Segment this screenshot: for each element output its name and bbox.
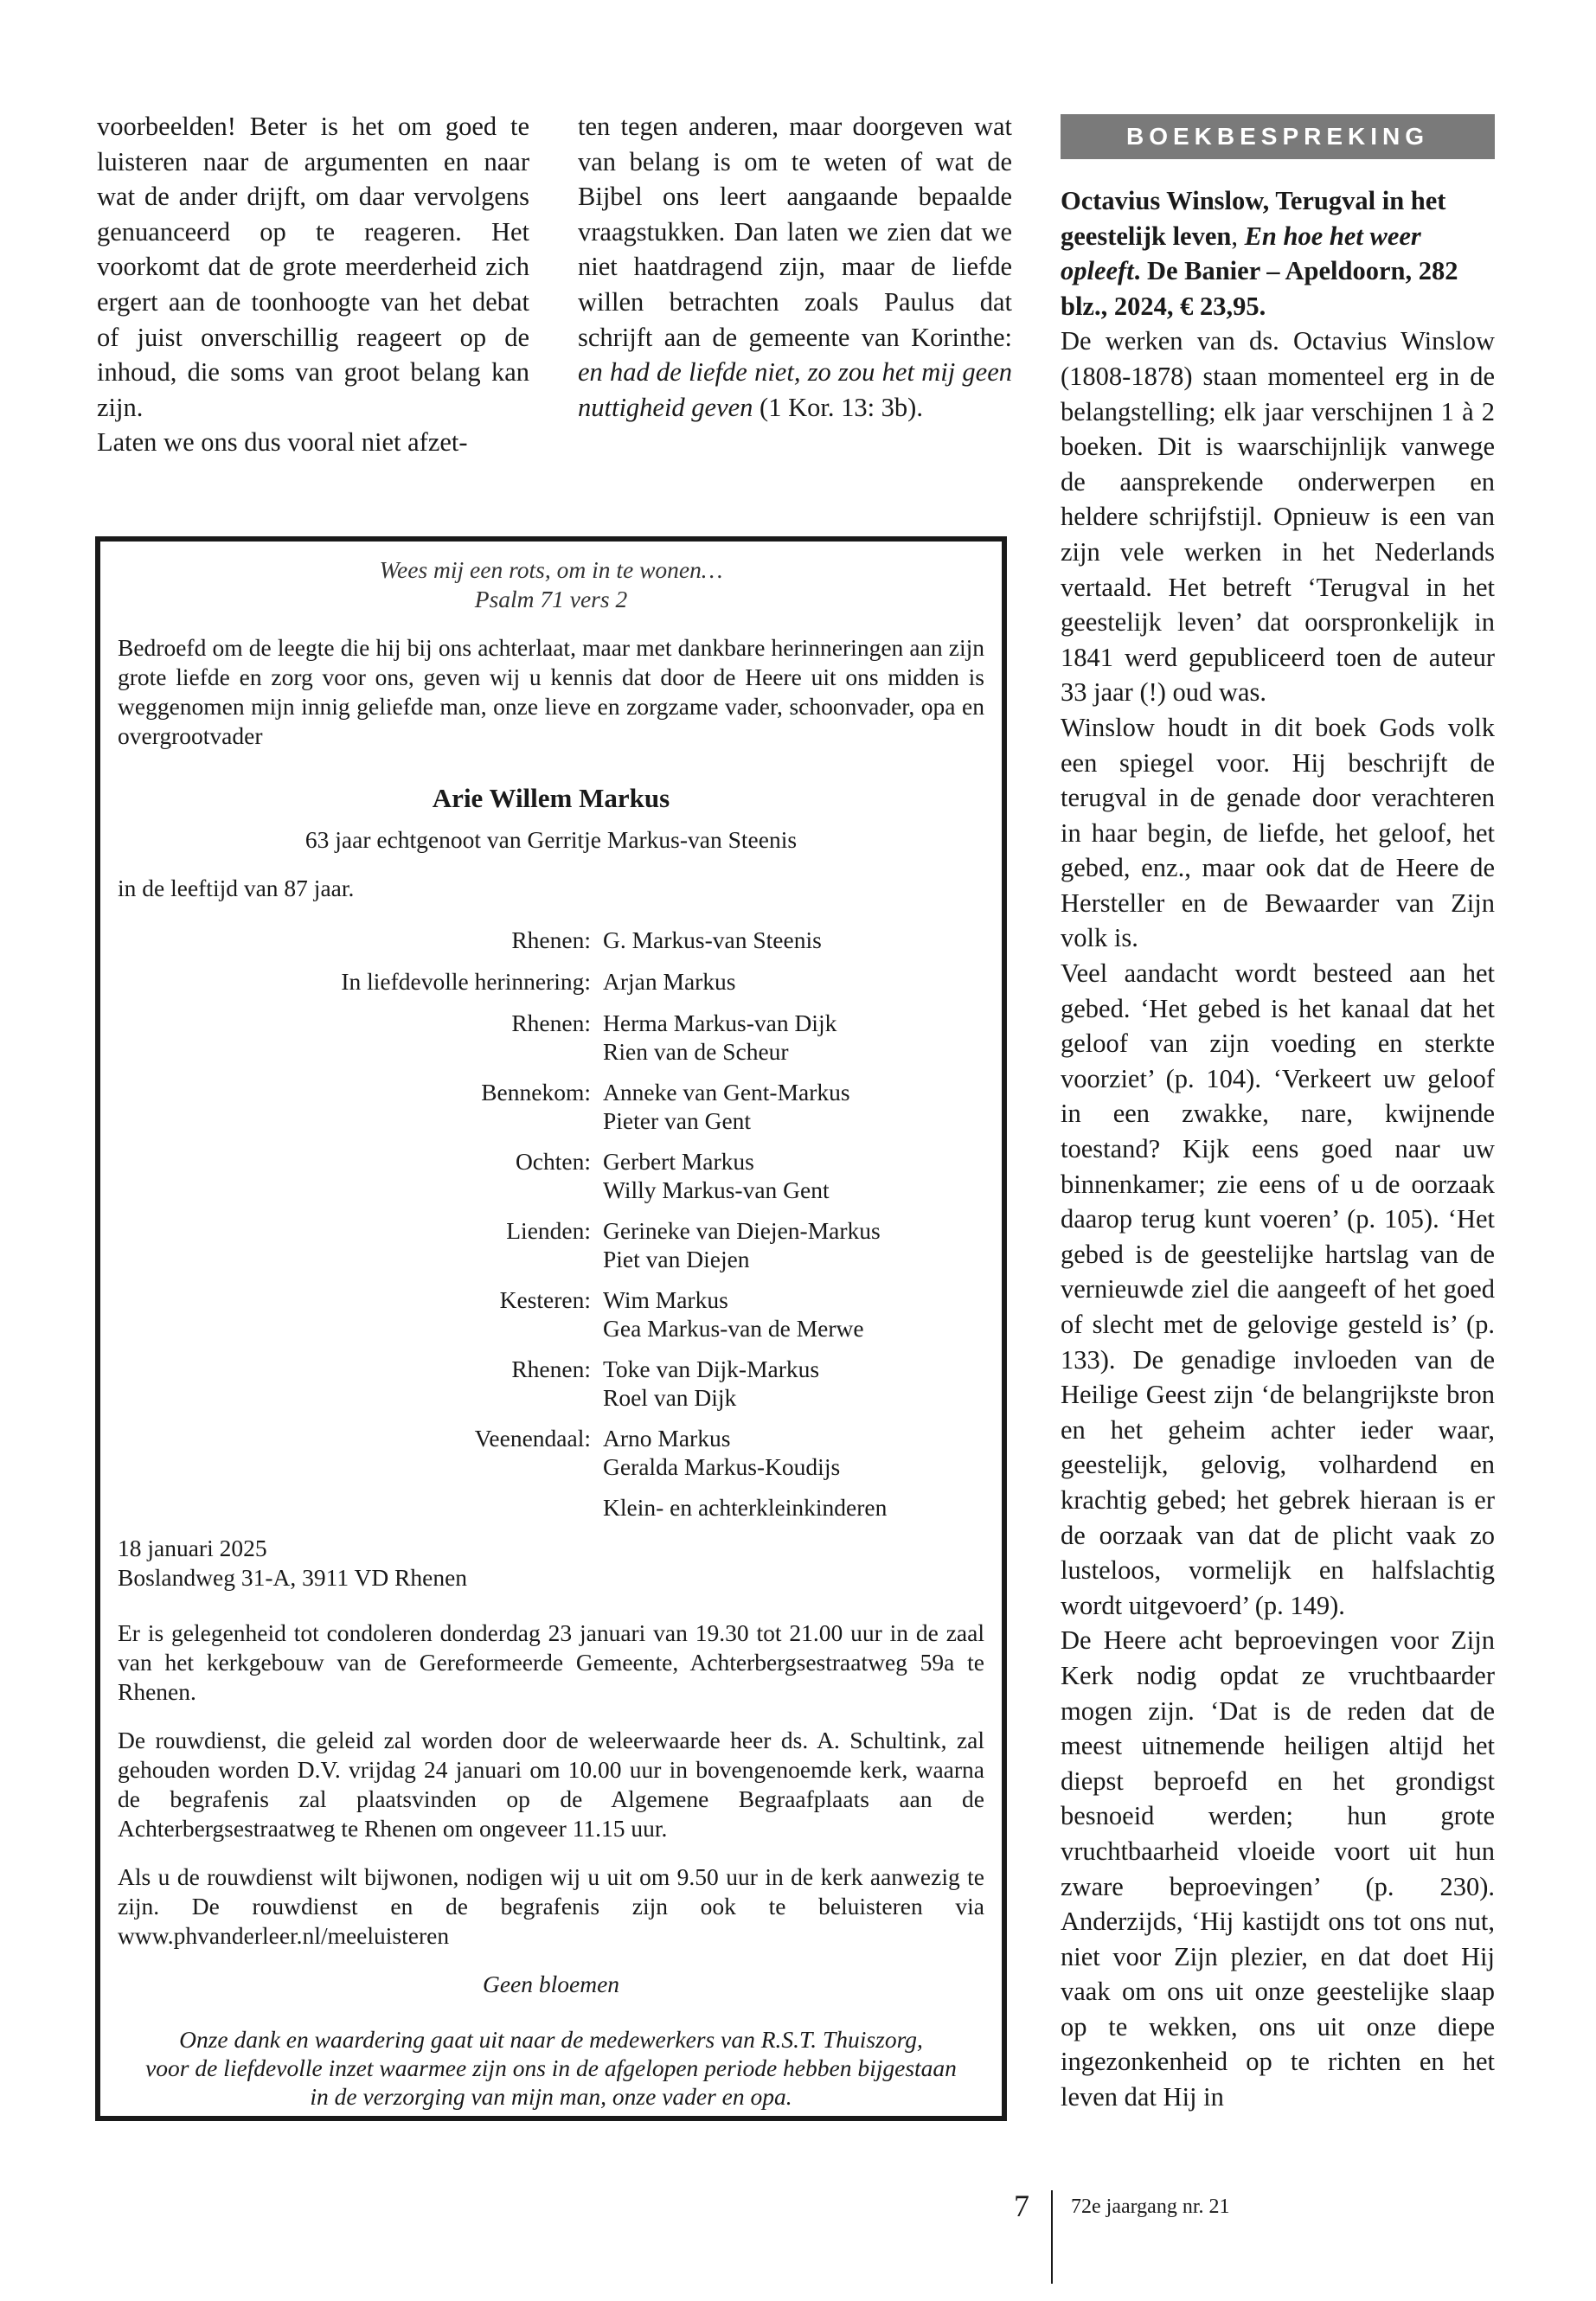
family-name: Gerbert Markus [603, 1148, 754, 1175]
book-title [1061, 183, 1495, 324]
family-name: Arno Markus [603, 1425, 731, 1452]
family-name: Klein- en achterkleinkinderen [603, 1494, 888, 1521]
family-row [118, 1216, 984, 1273]
no-flowers: Geen bloemen [482, 1971, 620, 1997]
page-number: 7 [1014, 2189, 1029, 2223]
book-title-subtitle: En hoe het weer opleeft [1061, 221, 1421, 286]
article-column-1 [97, 109, 529, 460]
footer-divider [1051, 2190, 1053, 2284]
family-place: Ochten: [515, 1148, 591, 1175]
family-row [118, 1147, 984, 1204]
article-paragraph [578, 109, 1012, 425]
age-line: in de leeftijd van 87 jaar. [118, 875, 355, 901]
death-notice [95, 536, 1007, 2121]
motto-text: Wees mij een rots, om in te wonen… [379, 556, 723, 583]
attend-info: Als u de rouwdienst wilt bijwonen, nodigen wij u uit om 9.50 uur in de kerk aanwezig te zijn. De rouwdienst en de begrafenis zijn ook te beluisteren via www.phvanderleer.nl/meeluisteren [118, 1863, 984, 1949]
family-name: Arjan Markus [603, 968, 736, 995]
family-name: Roel van Dijk [603, 1384, 737, 1411]
family-row [118, 1424, 984, 1481]
family-list [118, 926, 984, 1522]
family-row [118, 1285, 984, 1343]
family-place: Rhenen: [511, 1356, 591, 1382]
review-paragraph: De Heere acht beproevingen voor Zijn Kerk nodig opdat ze vruchtbaarder mogen zijn. ‘Dat is de reden dat de meest uitnemende heiligen altijd het diepst beproefd en het grondigst besnoeid werden; hun grote vruchtbaarheid vloeide voort uit hun zware beproevingen’ (p. 230). Anderzijds, ‘Hij kastijdt ons tot ons nut, niet voor Zijn plezier, en dat doet Hij vaak om ons uit onze geestelijke slaap op te wekken, ons uit onze diepe ingezonkenheid op te richten en het leven dat Hij in [1061, 1625, 1495, 2112]
date-address-block [118, 1534, 984, 1593]
family-name: Wim Markus [603, 1286, 728, 1313]
review-paragraph: Veel aandacht wordt besteed aan het gebed. ‘Het gebed is het kanaal dat het geloof van zijn voeding en sterkte voorziet’ (p. 104). ‘Verkeert uw geloof in een zwakke, nare, kwijnende toestand? Kijk eens goed naar uw binnenkamer; zie eens of u de oorzaak daarop terug kunt voeren’ (p. 105). ‘Het gebed is de geestelijke hartslag van de vernieuwde ziel die aangeeft of het goed of slecht met de gelovige gesteld is’ (p. 133). De genadige invloeden van de Heilige Geest zijn ‘de belangrijkste bron en het geheim achter ieder waar, geestelijk, gelovig, volhardend en krachtig gebed; het gebrek hieraan is er de oorzaak van dat de plicht vaak zo lusteloos, vormelijk en halfslachtig wordt uitgevoerd’ (p. 149). [1061, 958, 1495, 1620]
service-info: De rouwdienst, die geleid zal worden door de weleerwaarde heer ds. A. Schultink, zal gehouden worden D.V. vrijdag 24 januari om 10.00 uur in bovengenoemde kerk, waarna de begrafenis zal plaatsvinden op de Algemene Begraafplaats aan de Achterbergsestraatweg te Rhenen om ongeveer 11.15 uur. [118, 1727, 984, 1842]
family-row [118, 926, 984, 955]
article-text: ten tegen anderen, maar doorgeven wat van belang is om te weten of wat de Bijbel ons leert aangaande bepaalde vraagstukken. Dan laten we zien dat we niet haatdragend zijn, maar de liefde willen betrachten zoals Paulus dat schrijft aan de gemeente van Korinthe: [578, 112, 1012, 352]
family-place [118, 1493, 603, 1522]
thanks-note [118, 2025, 984, 2111]
family-place: Rhenen: [511, 926, 591, 953]
family-name: Geralda Markus-Koudijs [603, 1453, 841, 1480]
family-row [118, 1493, 984, 1522]
family-place: Kesteren: [499, 1286, 591, 1313]
bible-quote: en had de liefde niet, zo zou het mij geen nuttigheid geven [578, 357, 1012, 422]
family-name: Rien van de Scheur [603, 1038, 789, 1065]
notice-intro: Bedroefd om de leegte die hij bij ons achterlaat, maar met dankbare herinneringen aan zijn grote liefde en zorg voor ons, geven wij u kennis dat door de Heere uit ons midden is weggenomen mijn innig geliefde man, onze lieve en zorgzame vader, schoonvader, opa en overgrootvader [118, 634, 984, 749]
family-row [118, 1355, 984, 1412]
family-name: Toke van Dijk-Markus [603, 1356, 820, 1382]
family-place: Bennekom: [481, 1079, 591, 1106]
review-paragraph: Winslow houdt in dit boek Gods volk een spiegel voor. Hij beschrijft de terugval in de genade door verachteren in haar begin, de liefde, het geloof, het gebed, enz., maar ook dat de Heere de Hersteller en de Bewaarder van Zijn volk is. [1061, 712, 1495, 953]
family-name: Willy Markus-van Gent [603, 1176, 830, 1203]
family-row [118, 1009, 984, 1066]
family-place: Veenendaal: [474, 1425, 591, 1452]
family-row [118, 967, 984, 997]
thanks-line: voor de liefdevolle inzet waarmee zijn ons in de afgelopen periode hebben bijgestaan [145, 2054, 957, 2081]
book-review-column [1061, 114, 1495, 2115]
review-paragraph: De werken van ds. Octavius Winslow (1808-1878) staan momenteel erg in de belangstelling; elk jaar verschijnen 1 à 2 boeken. Dit is waarschijnlijk vanwege de aansprekende onderwerpen en heldere schrijfstijl. Opnieuw is een van zijn vele werken in het Nederlands vertaald. Het betreft ‘Terugval in het geestelijk leven’ dat oorspronkelijk in 1841 werd gepubliceerd toen de auteur 33 jaar (!) oud was. [1061, 326, 1495, 708]
motto-reference: Psalm 71 vers 2 [474, 586, 628, 612]
article-column-2 [578, 109, 1012, 425]
book-title-main: Octavius Winslow, Terugval in het geestelijk leven [1061, 186, 1446, 251]
family-name: Pieter van Gent [603, 1107, 752, 1134]
thanks-line: Onze dank en waardering gaat uit naar de medewerkers van R.S.T. Thuiszorg, [179, 2026, 923, 2053]
family-place: Lienden: [506, 1217, 591, 1244]
notice-motto [118, 555, 984, 614]
book-title-sep: , [1231, 221, 1245, 251]
bible-reference: (1 Kor. 13: 3b). [753, 392, 923, 422]
section-label-boekbespreking: BOEKBESPREKING [1061, 114, 1495, 159]
family-row [118, 1078, 984, 1135]
issue-info: 72e jaargang nr. 21 [1071, 2195, 1230, 2218]
family-name: Piet van Diejen [603, 1246, 750, 1272]
family-place: In liefdevolle herinnering: [341, 968, 591, 995]
spouse-line: 63 jaar echtgenoot van Gerritje Markus-van Steenis [304, 826, 798, 853]
family-name: G. Markus-van Steenis [603, 926, 822, 953]
family-place: Rhenen: [511, 1009, 591, 1036]
article-paragraph: voorbeelden! Beter is het om goed te luisteren naar de argumenten en naar wat de ander drijft, om daar vervolgens genuanceerd op te reageren. Het voorkomt dat de grote meerderheid zich ergert aan de toonhoogte van het debat of juist onverschillig reageert op de inhoud, die soms van groot belang kan zijn. [97, 112, 529, 422]
deceased-name: Arie Willem Markus [432, 783, 670, 813]
book-title-details: . De Banier – Apeldoorn, 282 blz., 2024, € 23,95. [1061, 256, 1458, 321]
notice-date: 18 januari 2025 [118, 1535, 267, 1561]
family-name: Herma Markus-van Dijk [603, 1009, 837, 1036]
article-paragraph: Laten we ons dus vooral niet afzet- [97, 427, 468, 458]
thanks-line: in de verzorging van mijn man, onze vader en opa. [310, 2083, 792, 2110]
condolence-info: Er is gelegenheid tot condoleren donderdag 23 januari van 19.30 tot 21.00 uur in de zaal van het kerkgebouw van de Gereformeerde Gemeente, Achterbergsestraatweg 59a te Rhenen. [118, 1619, 984, 1705]
notice-address: Boslandweg 31-A, 3911 VD Rhenen [118, 1564, 468, 1591]
family-name: Gerineke van Diejen-Markus [603, 1217, 881, 1244]
family-name: Anneke van Gent-Markus [603, 1079, 850, 1106]
family-name: Gea Markus-van de Merwe [603, 1315, 864, 1342]
